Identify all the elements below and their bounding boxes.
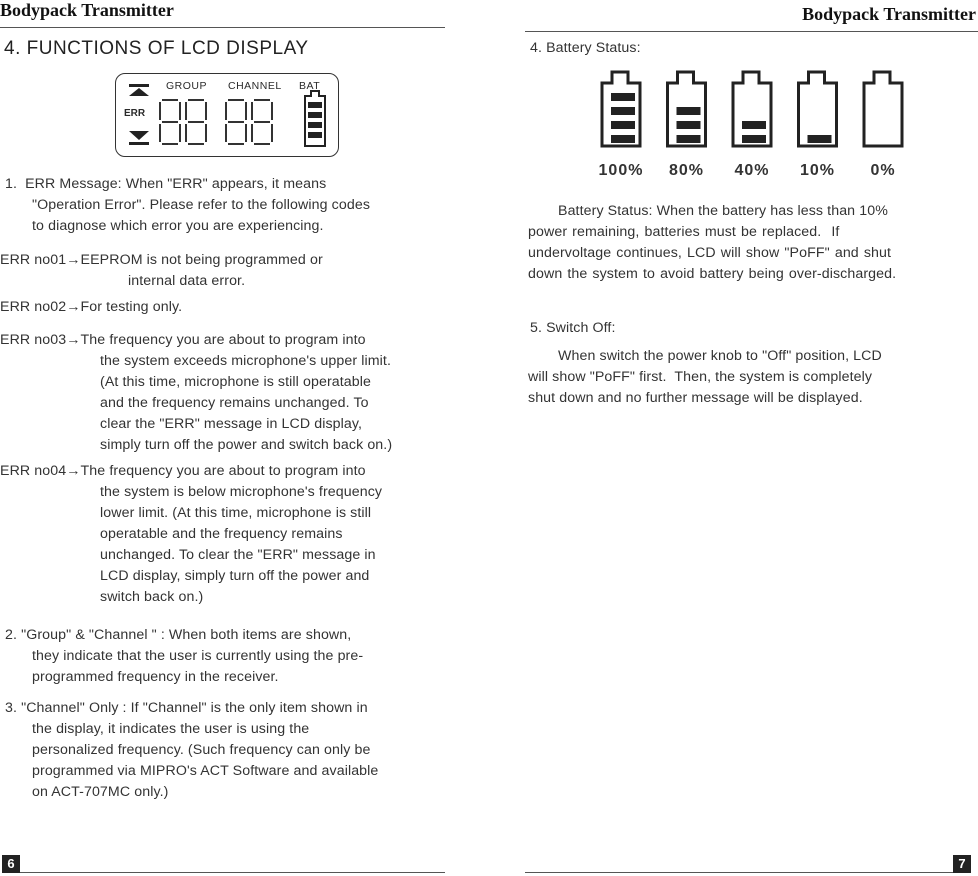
battery-bar <box>677 135 701 143</box>
lcd-err-label: ERR <box>124 108 146 119</box>
item-1-continued: "Operation Error". Please refer to the following codes to diagnose which error you are experiencing. <box>32 197 371 234</box>
err-no02-text: ERR no02→For testing only. <box>0 299 183 315</box>
item-3-text: 3. "Channel" Only : If "Channel" is the only item shown in <box>5 700 368 716</box>
battery-full-icon <box>305 91 325 146</box>
lcd-digit-88 <box>252 100 272 144</box>
battery-bar <box>611 93 635 101</box>
battery-icon-0% <box>864 72 902 146</box>
battery-bar <box>808 135 832 143</box>
err-no03-text: ERR no03→The frequency you are about to program into <box>0 332 366 348</box>
err-no03-continued: the system exceeds microphone's upper limit. (At this time, microphone is still operatable and the frequency remains unchanged. To clear the "ERR" message in LCD display, simply turn off the power and switch back on.) <box>100 353 393 453</box>
switch-off-text: When switch the power knob to "Off" position, LCD <box>558 348 882 364</box>
err-no04-continued: the system is below microphone's frequency lower limit. (At this time, microphone is still operatable and the frequency remains unchanged. To clear the "ERR" message in LCD display, simply turn off the power and switch back on.) <box>100 484 383 605</box>
battery-bar <box>677 107 701 115</box>
battery-icon-10% <box>799 72 837 146</box>
battery-icon-100% <box>602 72 640 146</box>
switch-off-continued: will show "PoFF" first. Then, the system is completely shut down and no further message will be displayed. <box>528 369 873 406</box>
item-3-continued: the display, it indicates the user is using the personalized frequency. (Such frequency can only be programmed via MIPRO's ACT Software and available on ACT-707MC only.) <box>32 721 379 800</box>
battery-status-continued: power remaining, batteries must be replaced. If undervoltage continues, LCD will show "PoFF" and shut down the system to avoid battery being over-discharged. <box>528 224 897 282</box>
battery-percent-label: 10% <box>799 162 836 179</box>
battery-bar <box>742 121 766 129</box>
battery-bar <box>611 121 635 129</box>
err-no01-continued: internal data error. <box>128 273 246 289</box>
battery-percent-label: 0% <box>870 162 896 179</box>
section-heading: 4. FUNCTIONS OF LCD DISPLAY <box>4 38 309 59</box>
battery-status-text: Battery Status: When the battery has less than 10% <box>558 203 888 219</box>
battery-level-icons <box>590 65 930 155</box>
page-number-right: 7 <box>953 855 971 873</box>
switch-off-heading: 5. Switch Off: <box>530 320 616 336</box>
footer-rule <box>525 872 953 873</box>
battery-status-heading: 4. Battery Status: <box>530 40 641 56</box>
battery-percent-label: 40% <box>734 162 770 179</box>
battery-percent-label: 80% <box>668 162 705 179</box>
lcd-display-illustration <box>115 73 339 157</box>
battery-bar <box>677 121 701 129</box>
battery-icon-80% <box>668 72 706 146</box>
battery-icon-40% <box>733 72 771 146</box>
battery-bar <box>611 135 635 143</box>
err-no04-text: ERR no04→The frequency you are about to program into <box>0 463 366 479</box>
battery-bar <box>611 107 635 115</box>
battery-bar <box>742 135 766 143</box>
lcd-group-label: GROUP <box>166 80 208 92</box>
lcd-digit-88 <box>160 100 180 144</box>
err-no01-text: ERR no01→EEPROM is not being programmed or <box>0 252 323 268</box>
battery-percent-label: 100% <box>598 162 644 179</box>
item-1-text: 1. ERR Message: When "ERR" appears, it means <box>5 176 327 192</box>
header-rule <box>525 31 978 32</box>
down-arrow-icon <box>129 131 149 145</box>
lcd-bat-label: BAT <box>299 80 321 92</box>
right-running-header: Bodypack Transmitter <box>802 4 976 24</box>
lcd-digit-88 <box>186 100 206 144</box>
page-number-left: 6 <box>2 855 20 873</box>
item-2-text: 2. "Group" & "Channel " : When both items are shown, <box>5 627 352 643</box>
lcd-digit-88 <box>226 100 246 144</box>
item-2-continued: they indicate that the user is currently using the pre- programmed frequency in the receiver. <box>32 648 364 685</box>
footer-rule <box>20 872 445 873</box>
up-arrow-icon <box>129 84 149 96</box>
lcd-channel-label: CHANNEL <box>228 80 282 92</box>
left-running-header: Bodypack Transmitter <box>0 0 174 20</box>
header-rule <box>0 27 445 28</box>
